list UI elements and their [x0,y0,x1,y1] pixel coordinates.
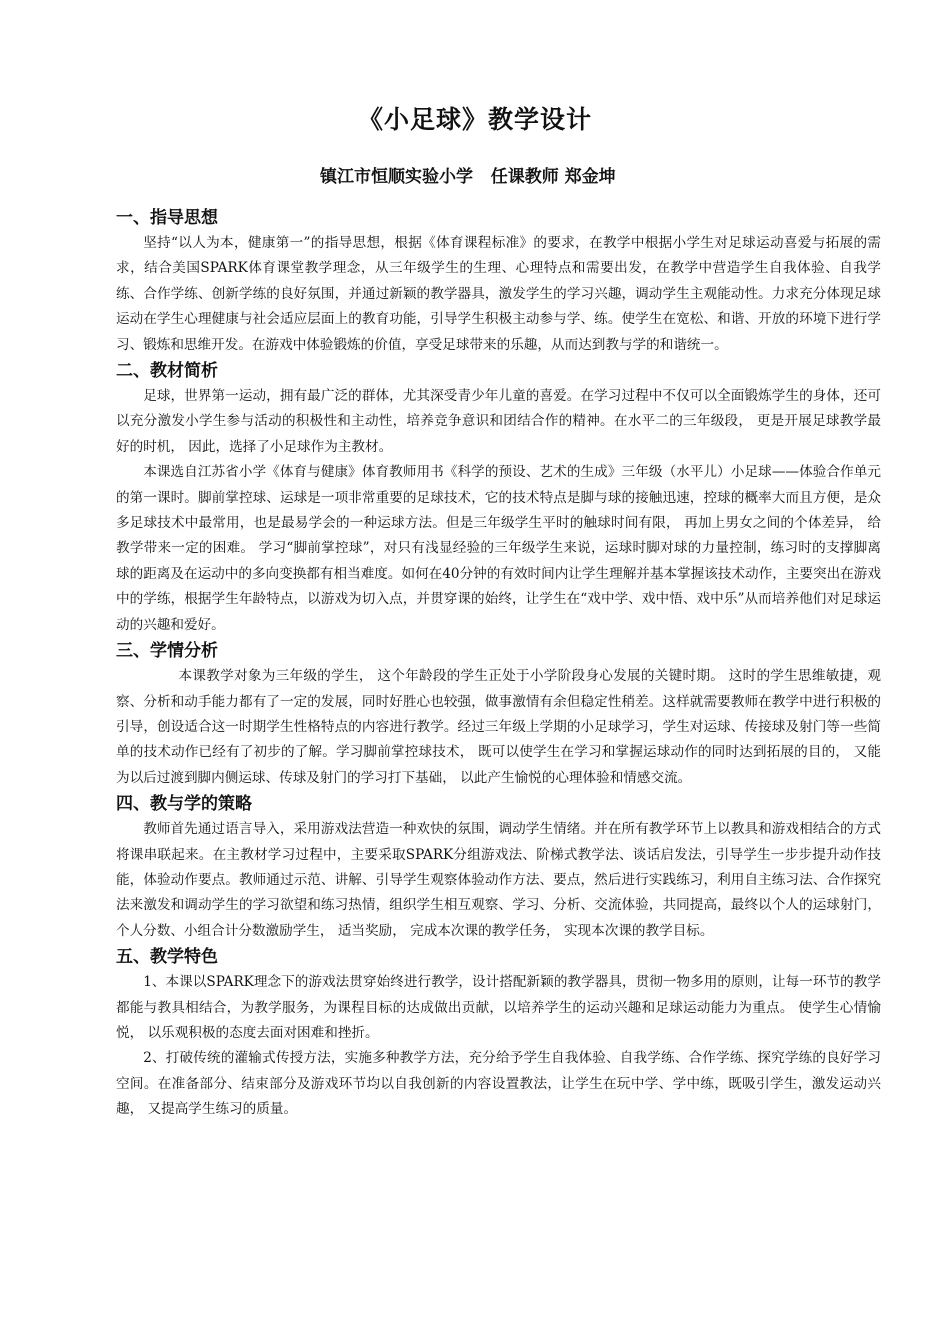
section-paragraph: 教师首先通过语言导入，采用游戏法营造一种欢快的氛围，调动学生情绪。并在所有教学环节上以教具和游戏相结合的方式将课串联起来。在主教材学习过程中，主要采取SPARK分组游戏法、阶梯式教学法、谈话启发法，引导学生一步步提升动作技能，体验动作要点。教师通过示范、讲解、引导学生观察体验动作方法、要点，然后进行实践练习，利用自主练习法、合作探究法来激发和调动学生的学习欲望和练习热情，组织学生相互观察、学习、分析、交流体验，共同提高，最终以个人的运球射门，个人分数、小组合计分数激励学生， 适当奖励， 完成本次课的教学任务， 实现本次课的教学目标。 [116,821,881,939]
document-subtitle: 镇江市恒顺实验小学 任课教师 郑金坤 [320,167,616,187]
section-heading: 一、指导思想 [116,208,218,228]
section-paragraph: 足球，世界第一运动，拥有最广泛的群体，尤其深受青少年儿童的喜爱。在学习过程中不仅可以全面锻炼学生的身体，还可以充分激发小学生参与活动的积极性和主动性，培养竞争意识和团结合作的精神。在水平二的三年级段， 更是开展足球教学最好的时机， 因此，选择了小足球作为主教材。 [116,388,881,455]
section-teaching-strategy [116,791,881,944]
section-paragraph: 本课教学对象为三年级的学生， 这个年龄段的学生正处于小学阶段身心发展的关键时期。 这时的学生思维敏捷，观察、分析和动手能力都有了一定的发展，同时好胜心也较强，做事激情有余但稳定性稍差。这样就需要教师在教学中进行积极的引导，创设适合这一时期学生性格特点的内容进行教学。经过三年级上学期的小足球学习，学生对运球、传接球及射门等一些简单的技术动作已经有了初步的了解。学习脚前掌控球技术， 既可以使学生在学习和掌握运球动作的同时达到拓展的目的， 又能为以后过渡到脚内侧运球、传球及射门的学习打下基础， 以此产生愉悦的心理体验和情感交流。 [116,668,881,786]
section-heading: 二、教材简析 [116,361,218,382]
section-paragraph: 1、本课以SPARK理念下的游戏法贯穿始终进行教学，设计搭配新颖的教学器具，贯彻一物多用的原则，让每一环节的教学都能与教具相结合，为教学服务，为课程目标的达成做出贡献，以培养学生的运动兴趣和足球运动能力为重点。 使学生心情愉悦， 以乐观积极的态度去面对困难和挫折。 [116,974,881,1041]
section-material-analysis [116,358,881,638]
section-heading: 四、教与学的策略 [116,794,252,815]
section-student-analysis [116,638,881,791]
document-body [116,205,881,1123]
section-guiding-ideology [116,205,881,358]
section-paragraph: 坚持“以人为本，健康第一”的指导思想，根据《体育课程标准》的要求，在教学中根据小学生对足球运动喜爱与拓展的需求，结合美国SPARK体育课堂教学理念，从三年级学生的生理、心理特点和需要出发，在教学中营造学生自我体验、自我学练、合作学练、创新学练的良好氛围，并通过新颖的教学器具，激发学生的学习兴趣，调动学生主观能动性。力求充分体现足球运动在学生心理健康与社会适应层面上的教育功能，引导学生积极主动参与学、练。使学生在宽松、和谐、开放的环境下进行学习、锻炼和思维开发。在游戏中体验锻炼的价值，享受足球带来的乐趣，从而达到教与学的和谐统一。 [116,235,881,353]
document-title: 《小足球》教学设计 [357,105,592,134]
section-heading: 三、学情分析 [116,641,218,662]
section-teaching-features [116,944,881,1122]
section-paragraph: 2、打破传统的灌输式传授方法，实施多种教学方法，充分给予学生自我体验、自我学练、合作学练、探究学练的良好学习空间。在准备部分、结束部分及游戏环节均以自我创新的内容设置教法，让学生在玩中学、学中练，既吸引学生，激发运动兴趣， 又提高学生练习的质量。 [116,1050,881,1118]
section-heading: 五、教学特色 [116,947,218,968]
section-paragraph: 本课选自江苏省小学《体育与健康》体育教师用书《科学的预设、艺术的生成》三年级（水平儿）小足球——体验合作单元的第一课时。脚前掌控球、运球是一项非常重要的足球技术，它的技术特点是脚与球的接触迅速，控球的概率大而且方便，是众多足球技术中最常用，也是最易学会的一种运球方法。但是三年级学生平时的触球时间有限， 再加上男女之间的个体差异， 给教学带来一定的困难。 学习“脚前掌控球”，对只有浅显经验的三年级学生来说，运球时脚对球的力量控制，练习时的支撑脚离球的距离及在运动中的多向变换都有相当难度。如何在40分钟的有效时间内让学生理解并基本掌握该技术动作，主要突出在游戏中的学练，根据学生年龄特点，以游戏为切入点，并贯穿课的始终，让学生在“戏中学、戏中悟、戏中乐”从而培养他们对足球运动的兴趣和爱好。 [116,464,881,633]
